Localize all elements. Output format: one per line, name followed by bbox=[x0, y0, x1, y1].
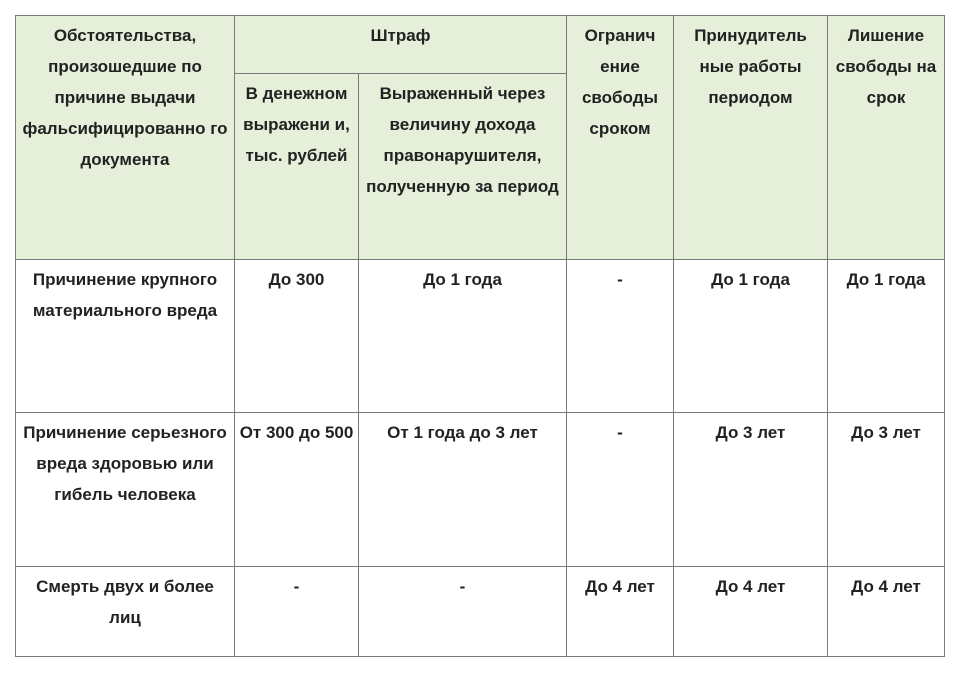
cell-fine-money: От 300 до 500 bbox=[235, 413, 359, 567]
cell-circumstance: Смерть двух и более лиц bbox=[16, 567, 235, 657]
penalties-table bbox=[15, 15, 945, 657]
cell-imprisonment: До 3 лет bbox=[828, 413, 945, 567]
cell-circumstance: Причинение серьезного вреда здоровью или гибель человека bbox=[16, 413, 235, 567]
header-forced-labor: Принудитель ные работы периодом bbox=[674, 16, 828, 260]
header-row-1 bbox=[16, 16, 945, 74]
table-row bbox=[16, 260, 945, 413]
header-circumstances: Обстоятельства, произошедшие по причине выдачи фальсифицированно го документа bbox=[16, 16, 235, 260]
cell-forced-labor: До 1 года bbox=[674, 260, 828, 413]
header-imprisonment: Лишение свободы на срок bbox=[828, 16, 945, 260]
cell-fine-income: От 1 года до 3 лет bbox=[359, 413, 567, 567]
cell-restriction: - bbox=[567, 260, 674, 413]
table-row bbox=[16, 413, 945, 567]
header-restriction: Огранич ение свободы сроком bbox=[567, 16, 674, 260]
cell-forced-labor: До 4 лет bbox=[674, 567, 828, 657]
header-fine: Штраф bbox=[235, 16, 567, 74]
cell-fine-money: До 300 bbox=[235, 260, 359, 413]
cell-forced-labor: До 3 лет bbox=[674, 413, 828, 567]
cell-restriction: - bbox=[567, 413, 674, 567]
cell-circumstance: Причинение крупного материального вреда bbox=[16, 260, 235, 413]
cell-fine-income: До 1 года bbox=[359, 260, 567, 413]
header-fine-money: В денежном выражени и, тыс. рублей bbox=[235, 74, 359, 260]
cell-imprisonment: До 1 года bbox=[828, 260, 945, 413]
cell-restriction: До 4 лет bbox=[567, 567, 674, 657]
cell-imprisonment: До 4 лет bbox=[828, 567, 945, 657]
table-row bbox=[16, 567, 945, 657]
cell-fine-income: - bbox=[359, 567, 567, 657]
header-fine-income: Выраженный через величину дохода правонарушителя, полученную за период bbox=[359, 74, 567, 260]
document-page bbox=[15, 15, 944, 656]
cell-fine-money: - bbox=[235, 567, 359, 657]
